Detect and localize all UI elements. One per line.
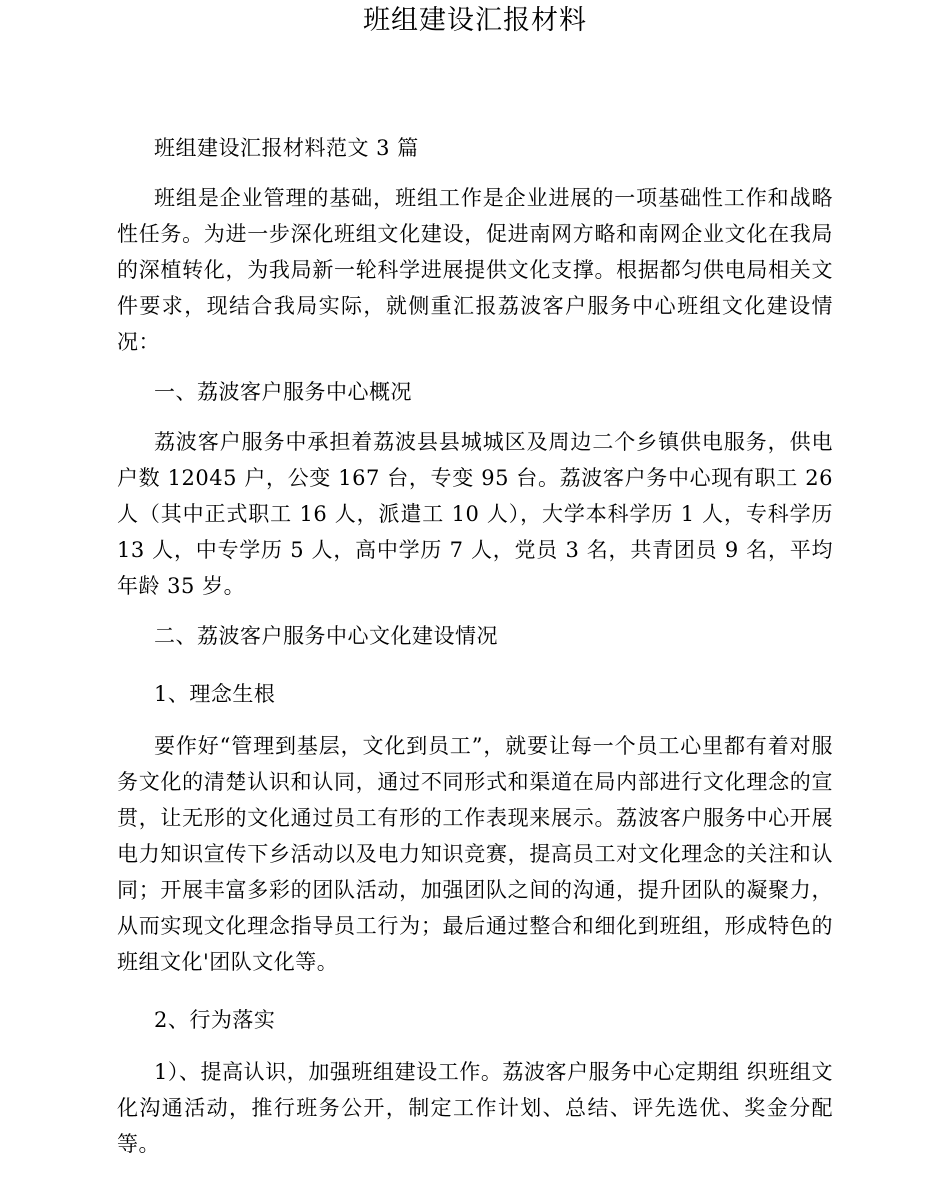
concept-paragraph: 要作好“管理到基层，文化到员工”，就要让每一个员工心里都有着对服务文化的清楚认识和认同，通过不同形式和渠道在局内部进行文化理念的宣贯，让无形的文化通过员工有形的工作表现来展示。荔波客户服务中心开展电力知识宣传下乡活动以及电力知识竞赛，提高员工对文化理念的关注和认同；开展丰富多彩的团队活动，加强团队之间的沟通，提升团队的凝聚力，从而实现文化理念指导员工行为；最后通过整合和细化到班组，形成特色的班组文化'团队文化等。: [117, 734, 833, 974]
behavior-paragraph: 1）、提高认识，加强班组建设工作。荔波客户服务中心定期组 织班组文化沟通活动，推行班务公开，制定工作计划、总结、评先选优、奖金分配等。: [117, 1060, 833, 1156]
intro-paragraph: 班组是企业管理的基础，班组工作是企业进展的一项基础性工作和战略性任务。为进一步深化班组文化建设，促进南网方略和南网企业文化在我局的深植转化，为我局新一轮科学进展提供文化支撑。根据都匀供电局相关文件要求，现结合我局实际，就侧重汇报荔波客户服务中心班组文化建设情况：: [117, 186, 833, 354]
subsection-heading-concept: 1、理念生根: [154, 682, 276, 706]
doc-subtitle: 班组建设汇报材料范文 3 篇: [154, 136, 419, 160]
subsection-heading-behavior: 2、行为落实: [154, 1008, 276, 1032]
document-body: [117, 130, 833, 1162]
overview-paragraph: 荔波客户服务中承担着荔波县县城城区及周边二个乡镇供电服务，供电户数 12045 户，公变 167 台，专变 95 台。荔波客户务中心现有职工 26 人（其中正式职工 16 人，派遣工 10 人），大学本科学历 1 人，专科学历 13 人，中专学历 5 人，高中学历 7 人，党员 3 名，共青团员 9 名，平均年龄 35 岁。: [117, 430, 833, 598]
document-title: 班组建设汇报材料: [363, 5, 587, 36]
section-heading-overview: 一、荔波客户服务中心概况: [154, 380, 412, 404]
section-heading-culture: 二、荔波客户服务中心文化建设情况: [154, 624, 498, 648]
